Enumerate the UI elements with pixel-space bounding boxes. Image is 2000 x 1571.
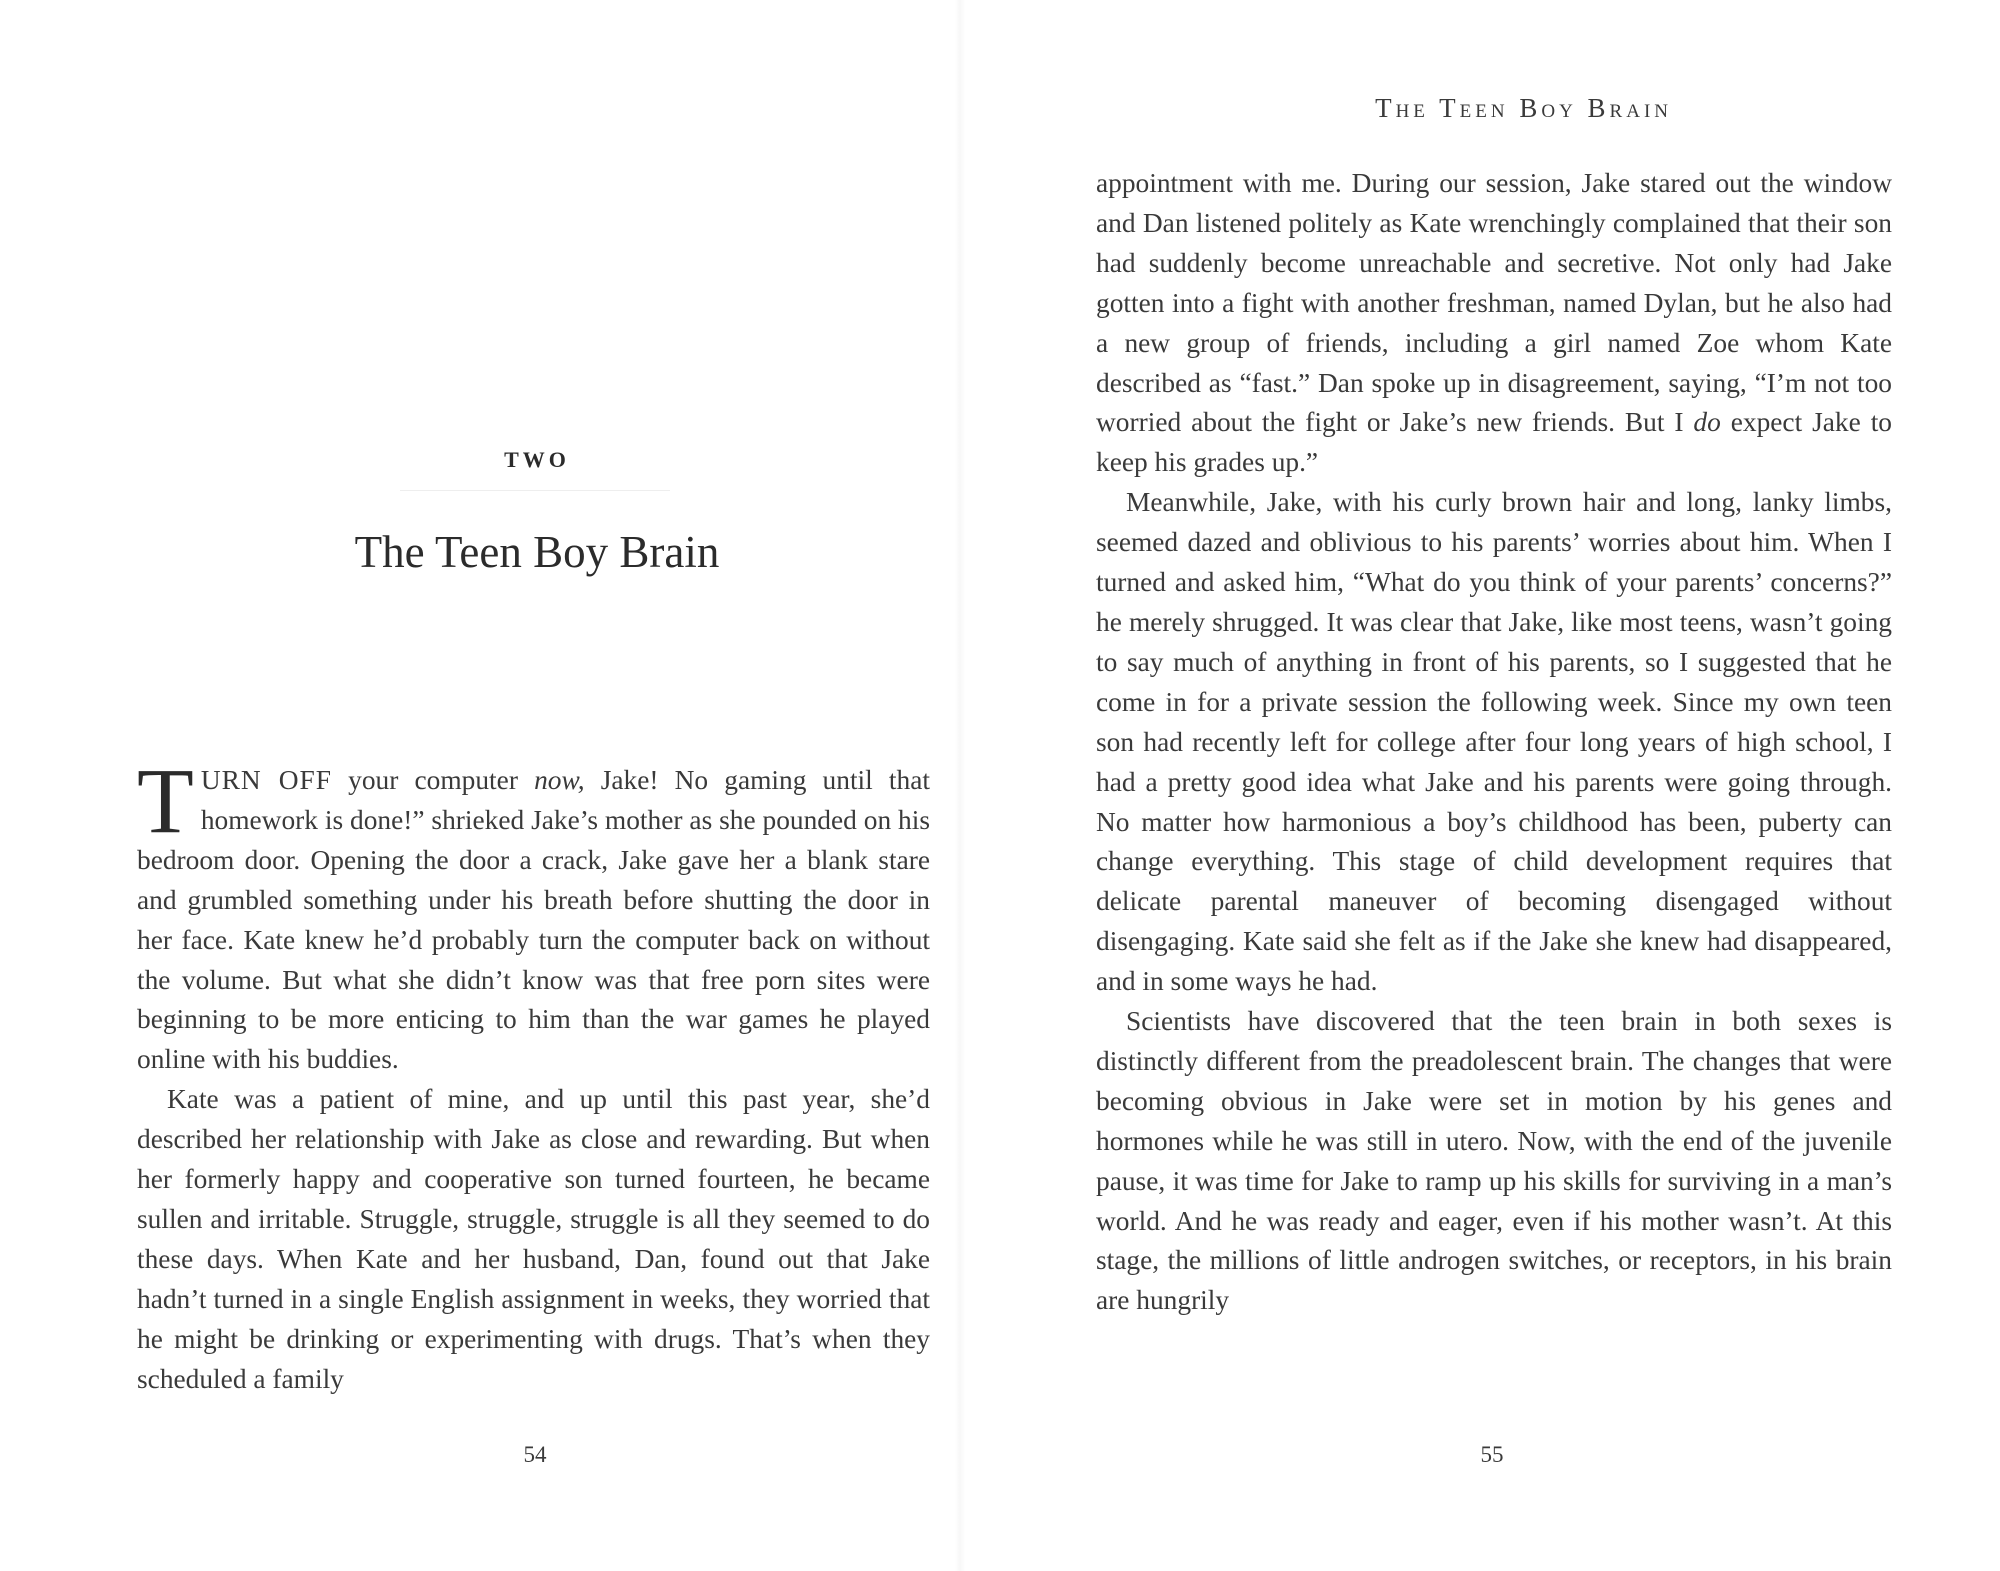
opening-text-2: Jake! No gaming until that homework is done!” shrieked Jake’s mother as she pounded on his bedroom door. Opening the door a crack, Jake gave her a blank stare and grumbled something under his breath before shutting the door in her face. Kate knew he’d probably turn the computer back on without the volume. But what she didn’t know was that free porn sites were beginning to be more enticing to him than the war games he played online with his buddies. bbox=[137, 765, 930, 1075]
continued-text-2: expect Jake to keep his grades up.” bbox=[1096, 407, 1892, 478]
opening-emphasis: now, bbox=[534, 765, 585, 795]
paragraph: Scientists have discovered that the teen brain in both sexes is distinctly different from the preadolescent brain. The changes that were becoming obvious in Jake were set in motion by his genes and hormones while he was still in utero. Now, with the end of the juvenile pause, it was time for Jake to ramp up his skills for surviving in a man’s world. And he was ready and eager, even if his mother wasn’t. At this stage, the millions of little androgen switches, or receptors, in his brain are hungrily bbox=[1096, 1006, 1892, 1316]
opening-paragraph bbox=[137, 750, 930, 1080]
left-body-text bbox=[137, 750, 930, 1400]
continued-emphasis: do bbox=[1693, 407, 1721, 438]
chapter-title: The Teen Boy Brain bbox=[354, 527, 720, 577]
running-head: The Teen Boy Brain bbox=[1375, 93, 1672, 123]
opening-small-caps: URN OFF bbox=[200, 765, 333, 795]
paragraph: Kate was a patient of mine, and up until this past year, she’d described her relationship with Jake as close and rewarding. But when her formerly happy and cooperative son turned fourteen, he became sullen and irritable. Struggle, struggle, struggle is all they seemed to do these days. When Kate and her husband, Dan, found out that Jake hadn’t turned in a single English assignment in weeks, they worried that he might be drinking or experimenting with drugs. That’s when they scheduled a family bbox=[137, 1084, 930, 1394]
chapter-number: TWO bbox=[504, 447, 570, 472]
page-number-left: 54 bbox=[523, 1442, 547, 1467]
continued-text-1: appointment with me. During our session, Jake stared out the window and Dan listened politely as Kate wrenchingly complained that their son had suddenly become unreachable and secretive. Not only had Jake gotten into a fight with another freshman, named Dylan, but he also had a new group of friends, including a girl named Zoe whom Kate described as “fast.” Dan spoke up in disagreement, saying, “I’m not too worried about the fight or Jake’s new friends. But I bbox=[1096, 168, 1892, 438]
opening-text-1: your computer bbox=[332, 765, 535, 795]
left-page bbox=[0, 0, 960, 1571]
chapter-divider bbox=[400, 490, 670, 491]
page-number-right: 55 bbox=[1480, 1442, 1504, 1467]
right-body-text bbox=[1096, 164, 1892, 1321]
continued-paragraph bbox=[1096, 164, 1892, 483]
paragraph: Meanwhile, Jake, with his curly brown hair and long, lanky limbs, seemed dazed and oblivious to his parents’ worries about him. When I turned and asked him, “What do you think of your parents’ concerns?” he merely shrugged. It was clear that Jake, like most teens, wasn’t going to say much of anything in front of his parents, so I suggested that he come in for a private session the following week. Since my own teen son had recently left for college after four long years of high school, I had a pretty good idea what Jake and his parents were going through. No matter how harmonious a boy’s childhood has been, puberty can change everything. This stage of child development requires that delicate parental maneuver of becoming disengaged without disengaging. Kate said she felt as if the Jake she knew had disappeared, and in some ways he had. bbox=[1096, 487, 1892, 997]
drop-cap: T bbox=[137, 750, 194, 853]
